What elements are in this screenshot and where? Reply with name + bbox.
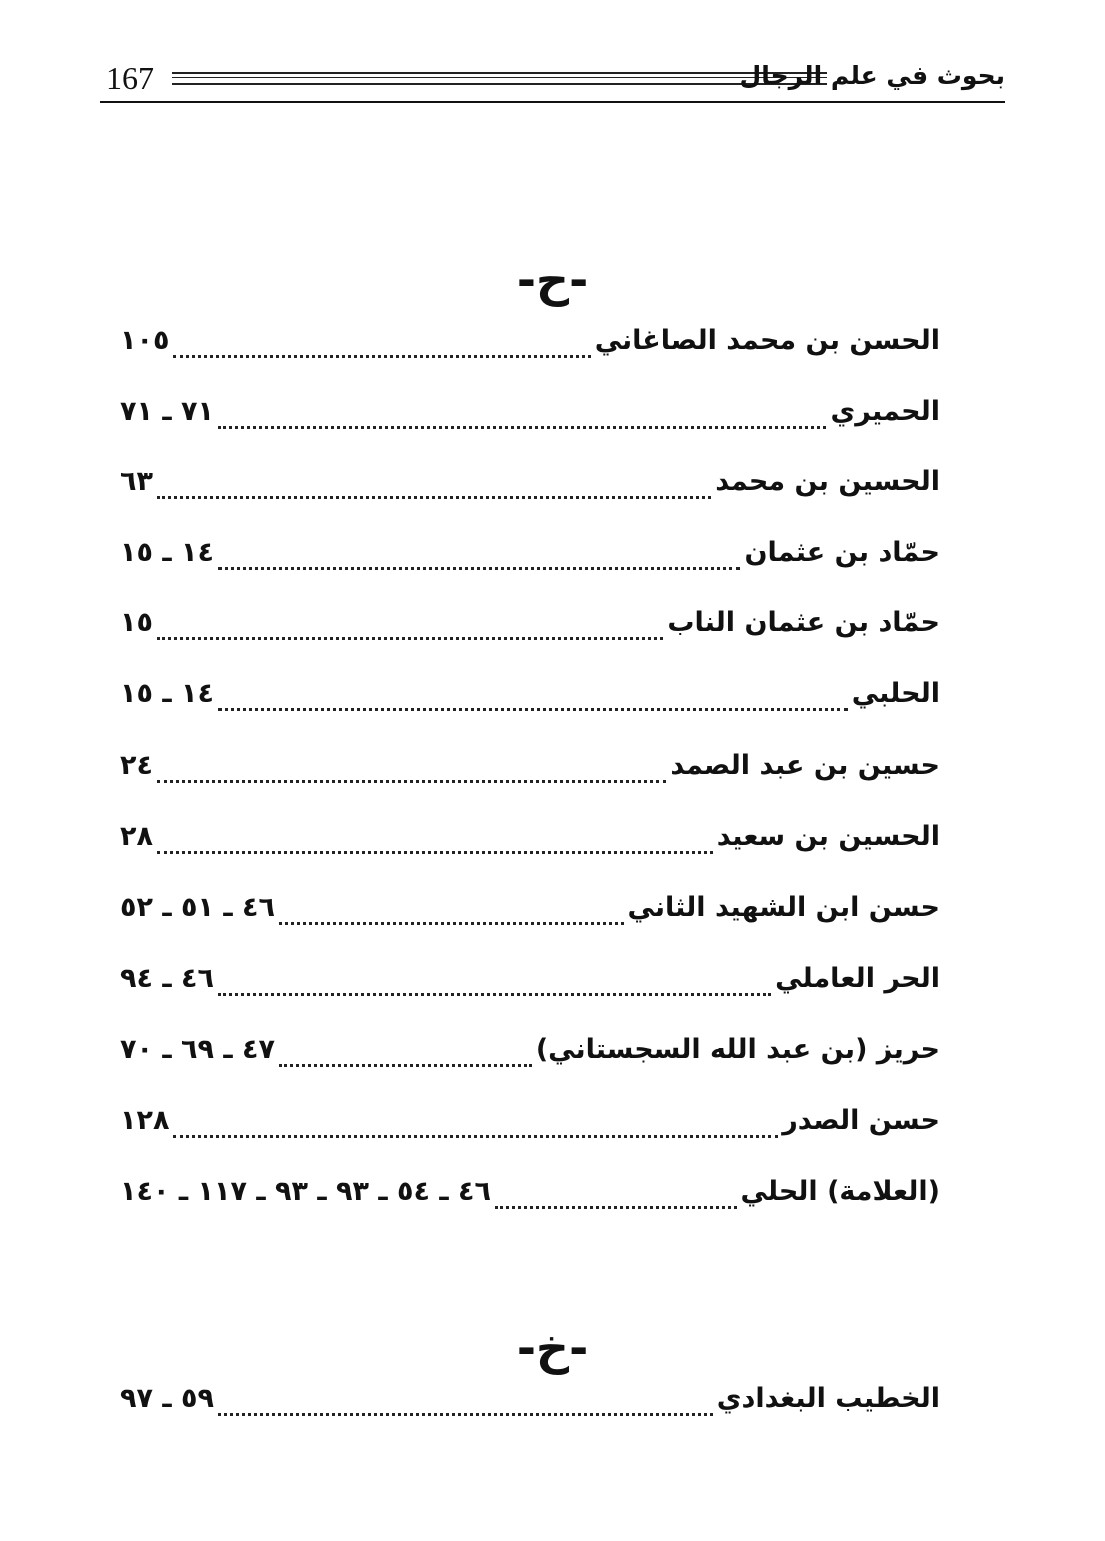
leader-dots bbox=[218, 406, 827, 429]
leader-dots bbox=[157, 617, 663, 640]
index-entry bbox=[120, 318, 940, 364]
index-entry bbox=[120, 1169, 940, 1215]
entry-name: حسن ابن الشهيد الثاني bbox=[627, 892, 940, 923]
entry-pages: ٥٩ ـ ٩٧ bbox=[120, 1383, 214, 1414]
index-entry bbox=[120, 814, 940, 860]
leader-dots bbox=[157, 476, 711, 499]
section-heading-ha: -ح- bbox=[516, 253, 589, 307]
entry-pages: ٢٨ bbox=[120, 821, 153, 852]
entry-name: الحلبي bbox=[851, 678, 940, 709]
entry-name: الحسين بن محمد bbox=[715, 466, 940, 497]
index-entry bbox=[120, 530, 940, 576]
leader-dots bbox=[279, 1044, 532, 1067]
leader-dots bbox=[218, 973, 771, 996]
entry-name: الحسين بن سعيد bbox=[716, 821, 940, 852]
entry-name: حريز (بن عبد الله السجستاني) bbox=[535, 1034, 940, 1065]
leader-dots bbox=[218, 1393, 713, 1416]
entry-name: حسين بن عبد الصمد bbox=[670, 750, 940, 781]
entry-pages: ٤٦ ـ ٥١ ـ ٥٢ bbox=[120, 892, 275, 923]
entry-name: حسن الصدر bbox=[782, 1105, 940, 1136]
header-divider bbox=[100, 101, 1005, 103]
leader-dots bbox=[218, 547, 740, 570]
index-entry bbox=[120, 1027, 940, 1073]
index-entry bbox=[120, 885, 940, 931]
index-entry bbox=[120, 956, 940, 1002]
entry-pages: ١٥ bbox=[120, 607, 153, 638]
entry-name: حمّاد بن عثمان bbox=[744, 537, 940, 568]
page-number: 167 bbox=[106, 60, 154, 96]
leader-dots bbox=[218, 688, 848, 711]
entry-pages: ٢٤ bbox=[120, 750, 153, 781]
section-heading-kha: -خ- bbox=[516, 1321, 589, 1375]
entry-pages: ٤٧ ـ ٦٩ ـ ٧٠ bbox=[120, 1034, 275, 1065]
entry-pages: ٤٦ ـ ٥٤ ـ ٩٣ ـ ٩٣ ـ ١١٧ ـ ١٤٠ bbox=[120, 1176, 491, 1207]
entry-name: حمّاد بن عثمان الناب bbox=[667, 607, 940, 638]
entry-name: (العلامة) الحلي bbox=[740, 1176, 940, 1207]
entry-name: الحميري bbox=[830, 396, 940, 427]
entry-pages: ١٠٥ bbox=[120, 325, 170, 356]
index-entry bbox=[120, 1098, 940, 1144]
leader-dots bbox=[173, 1115, 778, 1138]
leader-dots bbox=[157, 760, 666, 783]
header-decorative-rule bbox=[172, 72, 827, 85]
entry-pages: ١٢٨ bbox=[120, 1105, 170, 1136]
leader-dots bbox=[279, 902, 624, 925]
leader-dots bbox=[173, 335, 590, 358]
index-entry bbox=[120, 459, 940, 505]
entry-pages: ١٤ ـ ١٥ bbox=[120, 678, 214, 709]
leader-dots bbox=[157, 831, 713, 854]
index-entry bbox=[120, 600, 940, 646]
index-entry bbox=[120, 1376, 940, 1422]
page-header bbox=[100, 58, 1005, 108]
entry-name: الحسن بن محمد الصاغاني bbox=[594, 325, 940, 356]
index-entry bbox=[120, 743, 940, 789]
entry-pages: ٦٣ bbox=[120, 466, 153, 497]
index-entry bbox=[120, 389, 940, 435]
entry-name: الحر العاملي bbox=[775, 963, 940, 994]
entry-pages: ١٤ ـ ١٥ bbox=[120, 537, 214, 568]
entry-name: الخطيب البغدادي bbox=[716, 1383, 940, 1414]
entry-pages: ٤٦ ـ ٩٤ bbox=[120, 963, 214, 994]
index-entry bbox=[120, 671, 940, 717]
entry-pages: ٧١ ـ ٧١ bbox=[120, 396, 214, 427]
book-title-calligraphy: بحوث في علم الرجال bbox=[739, 61, 1005, 90]
leader-dots bbox=[495, 1186, 737, 1209]
